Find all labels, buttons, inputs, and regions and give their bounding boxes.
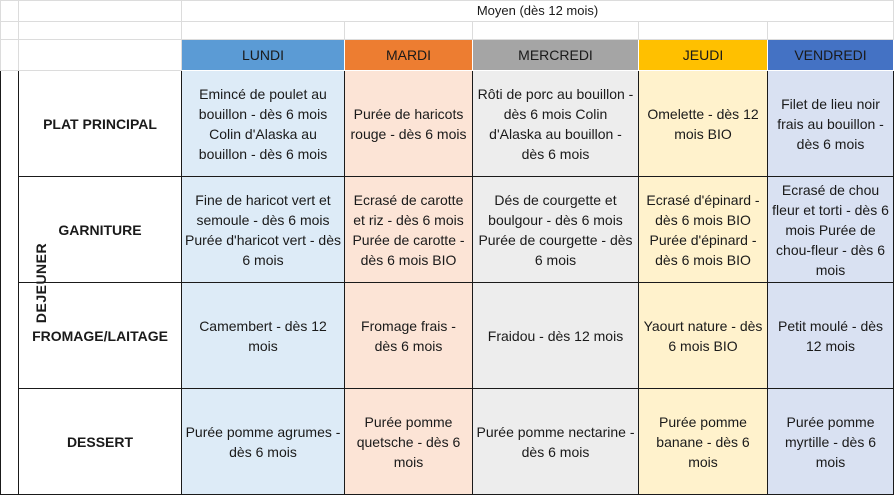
day-header-lundi[interactable]: LUNDI: [182, 40, 345, 71]
row-label-dessert[interactable]: DESSERT: [19, 389, 182, 495]
row-label-garniture[interactable]: GARNITURE: [19, 177, 182, 283]
menu-cell-mercredi[interactable]: Dés de courgette et boulgour - dès 6 mois Purée de courgette - dès 6 mois: [473, 177, 639, 283]
menu-cell-lundi[interactable]: Fine de haricot vert et semoule - dès 6 mois Purée d'haricot vert - dès 6 mois: [182, 177, 345, 283]
menu-row-plat-principal: [1, 71, 894, 177]
menu-cell-mercredi[interactable]: Fraidou - dès 12 mois: [473, 283, 639, 389]
menu-cell-vendredi[interactable]: Petit moulé - dès 12 mois: [768, 283, 894, 389]
empty-cell[interactable]: [1, 40, 19, 71]
day-header-vendredi[interactable]: VENDREDI: [768, 40, 894, 71]
empty-cell[interactable]: [768, 22, 894, 40]
menu-cell-lundi[interactable]: Purée pomme agrumes - dès 6 mois: [182, 389, 345, 495]
empty-cell[interactable]: [19, 22, 182, 40]
menu-cell-jeudi[interactable]: Yaourt nature - dès 6 mois BIO: [639, 283, 768, 389]
empty-cell[interactable]: [639, 22, 768, 40]
menu-cell-jeudi[interactable]: Purée pomme banane - dès 6 mois: [639, 389, 768, 495]
row-label-plat-principal[interactable]: PLAT PRINCIPAL: [19, 71, 182, 177]
blank-row: [1, 22, 894, 40]
menu-cell-vendredi[interactable]: Purée pomme myrtille - dès 6 mois: [768, 389, 894, 495]
menu-cell-lundi[interactable]: Camembert - dès 12 mois: [182, 283, 345, 389]
menu-cell-jeudi[interactable]: Ecrasé d'épinard - dès 6 mois BIO Purée d'épinard - dès 6 mois BIO: [639, 177, 768, 283]
menu-row-dessert: [1, 389, 894, 495]
menu-cell-jeudi[interactable]: Omelette - dès 12 mois BIO: [639, 71, 768, 177]
menu-cell-mardi[interactable]: Fromage frais - dès 6 mois: [345, 283, 473, 389]
day-header-row: [1, 40, 894, 71]
day-header-jeudi[interactable]: JEUDI: [639, 40, 768, 71]
menu-cell-mardi[interactable]: Purée pomme quetsche - dès 6 mois: [345, 389, 473, 495]
menu-cell-mardi[interactable]: Purée de haricots rouge - dès 6 mois: [345, 71, 473, 177]
menu-cell-vendredi[interactable]: Filet de lieu noir frais au bouillon - dès 6 mois: [768, 71, 894, 177]
title-row: [1, 1, 894, 22]
empty-cell[interactable]: [19, 40, 182, 71]
menu-cell-vendredi[interactable]: Ecrasé de chou fleur et torti - dès 6 mois Purée de chou-fleur - dès 6 mois: [768, 177, 894, 283]
row-label-fromage-laitage[interactable]: FROMAGE/LAITAGE: [19, 283, 182, 389]
empty-cell[interactable]: [1, 22, 19, 40]
menu-row-fromage-laitage: [1, 283, 894, 389]
empty-cell[interactable]: [1, 1, 19, 22]
menu-cell-lundi[interactable]: Emincé de poulet au bouillon - dès 6 mois Colin d'Alaska au bouillon - dès 6 mois: [182, 71, 345, 177]
menu-cell-mercredi[interactable]: Rôti de porc au bouillon - dès 6 mois Colin d'Alaska au bouillon - dès 6 mois: [473, 71, 639, 177]
day-header-mardi[interactable]: MARDI: [345, 40, 473, 71]
empty-cell[interactable]: [19, 1, 182, 22]
menu-cell-mercredi[interactable]: Purée pomme nectarine - dès 6 mois: [473, 389, 639, 495]
empty-cell[interactable]: [182, 22, 345, 40]
sheet-title[interactable]: Moyen (dès 12 mois): [182, 1, 894, 22]
meal-label-cell[interactable]: [1, 71, 50, 495]
menu-row-garniture: [1, 177, 894, 283]
empty-cell[interactable]: [345, 22, 473, 40]
meal-label: DEJEUNER: [33, 242, 50, 323]
menu-cell-mardi[interactable]: Ecrasé de carotte et riz - dès 6 mois Purée de carotte - dès 6 mois BIO: [345, 177, 473, 283]
day-header-mercredi[interactable]: MERCREDI: [473, 40, 639, 71]
empty-cell[interactable]: [473, 22, 639, 40]
